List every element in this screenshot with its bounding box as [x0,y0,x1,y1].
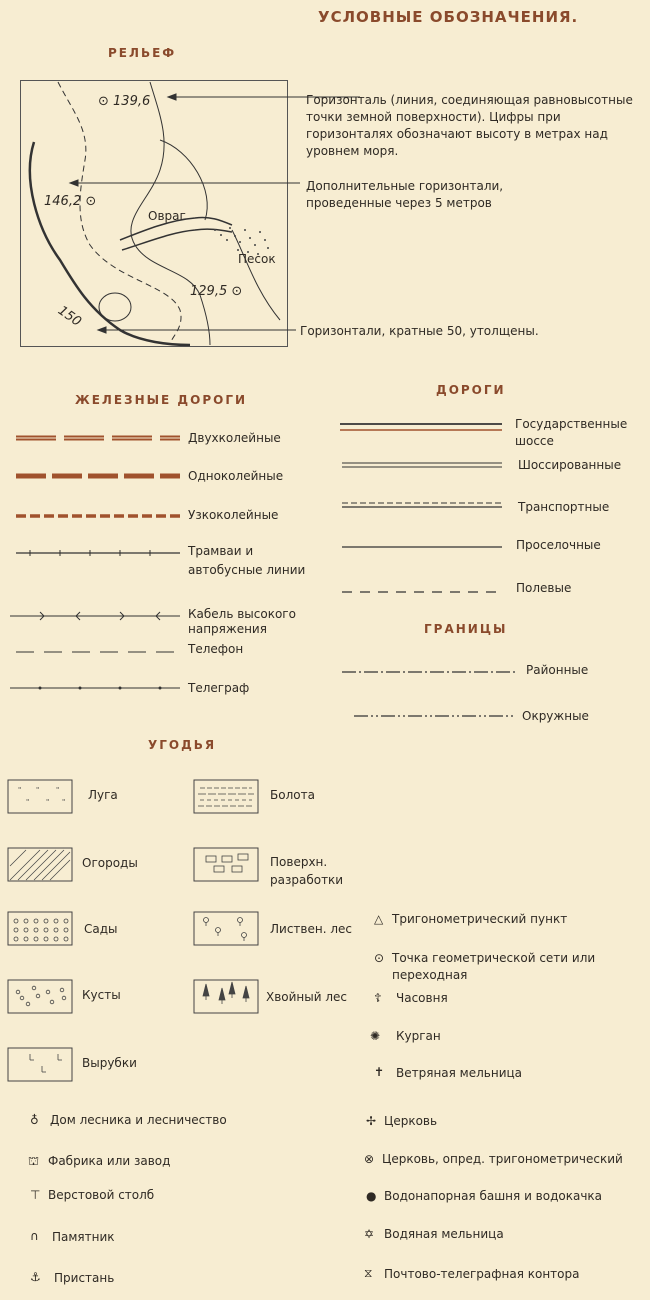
rail-telegraph-label: Телеграф [188,681,250,695]
land-orchard-label: Сады [84,922,118,936]
kurgan-icon: ✺ [370,1029,381,1043]
triangle-icon: △ [374,912,384,926]
elevation-146: 146,2 ⊙ [44,194,97,209]
dot-circle-icon: ⊙ [374,951,385,965]
svg-text:": " [26,798,30,806]
land-coniferous-label: Хвойный лес [266,990,348,1004]
land-deciduous-label: Листвен. лес [270,922,352,936]
railway-symbols [0,420,185,710]
forester-label: Дом лесника и лесничество [50,1113,227,1127]
factory-icon: ⛫ [28,1154,40,1168]
rail-tram-label: Трамваи и автобусные линии [188,544,306,577]
svg-text:": " [18,786,22,794]
svg-text:": " [36,786,40,794]
water-tower-icon: ● [366,1189,377,1203]
pier-label: Пристань [54,1271,115,1285]
forester-house-icon: ♁ [30,1113,39,1127]
watermill-icon: ✡ [364,1227,375,1241]
rail-single-label: Одноколейные [188,469,284,483]
road-transport-label: Транспортные [518,500,610,514]
page-title: УСЛОВНЫЕ ОБОЗНАЧЕНИЯ. [318,8,579,26]
post-office-label: Почтово-телеграфная контора [384,1267,580,1281]
rail-narrow-label: Узкоколейные [188,508,279,522]
land-vegetable-label: Огороды [82,856,138,870]
land-meadow-label: Луга [88,788,118,802]
geo-point-label: Точка геометрической сети или переходная [392,951,596,982]
kurgan-label: Курган [396,1029,441,1043]
church-trig-label: Церковь, опред. тригонометрический [382,1152,623,1166]
land-symbols [0,770,260,1090]
anchor-icon: ⚓ [30,1270,41,1284]
elevation-139: ⊙ 139,6 [98,94,151,109]
road-field-label: Полевые [516,581,572,595]
borders-heading: ГРАНИЦЫ [424,622,508,636]
border-district-label: Районные [526,663,589,677]
elevation-129-value: 129,5 [190,284,228,299]
sand-label: Песок [238,252,276,266]
road-country-label: Проселочные [516,538,601,552]
milestone-label: Верстовой столб [48,1188,155,1202]
post-office-icon: ⧖ [364,1266,373,1280]
church-label: Церковь [384,1114,438,1128]
land-workings-label: Поверхн. разработки [270,855,344,887]
note-additional-contour: Дополнительные горизонтали, проведенные через 5 метров [306,179,504,210]
elevation-146-value: 146,2 [44,194,82,209]
water-tower-label: Водонапорная башня и водокачка [384,1189,603,1203]
land-swamp-label: Болота [270,788,315,802]
contour-150-label: 150 [54,303,84,330]
border-symbols [340,660,520,730]
windmill-icon: ✝ [374,1065,385,1079]
ravine-label: Овраг [148,209,186,223]
relief-heading: РЕЛЬЕФ [108,46,177,60]
svg-text:": " [56,786,60,794]
lands-heading: УГОДЬЯ [148,738,217,752]
chapel-icon: ☦ [374,991,382,1005]
elevation-139-value: 139,6 [113,94,151,109]
land-clearing-label: Вырубки [82,1056,137,1070]
milestone-icon: ⊤ [30,1188,41,1202]
chapel-label: Часовня [396,991,448,1005]
road-paved-label: Шоссированные [518,458,622,472]
svg-text:": " [62,798,66,806]
road-state-label: Государственные шоссе [515,417,628,448]
rail-cable-label: Кабель высокого напряжения [188,607,296,636]
church-icon: ✢ [366,1114,377,1128]
note-contour: Горизонталь (линия, соединяющая равновысотные точки земной поверхности). Цифры при горизонталях обозначают высоту в метрах над уровнем моря. [306,93,633,158]
roads-heading: ДОРОГИ [436,383,506,397]
watermill-label: Водяная мельница [384,1227,504,1241]
note-multiple-50: Горизонтали, кратные 50, утолщены. [300,324,539,338]
monument-label: Памятник [52,1230,115,1244]
church-trig-icon: ⊗ [364,1152,375,1166]
factory-label: Фабрика или завод [48,1154,171,1168]
rail-double-label: Двухколейные [188,431,281,445]
land-bushes-label: Кусты [82,988,121,1002]
rail-phone-label: Телефон [188,642,244,656]
border-okrug-label: Окружные [522,709,589,723]
trig-point-label: Тригонометрический пункт [392,912,568,926]
elevation-129: 129,5 ⊙ [190,284,243,299]
monument-icon: ∩ [30,1229,39,1243]
railways-heading: ЖЕЛЕЗНЫЕ ДОРОГИ [75,393,248,407]
svg-text:": " [46,798,50,806]
windmill-label: Ветряная мельница [396,1066,523,1080]
road-symbols [330,410,510,600]
